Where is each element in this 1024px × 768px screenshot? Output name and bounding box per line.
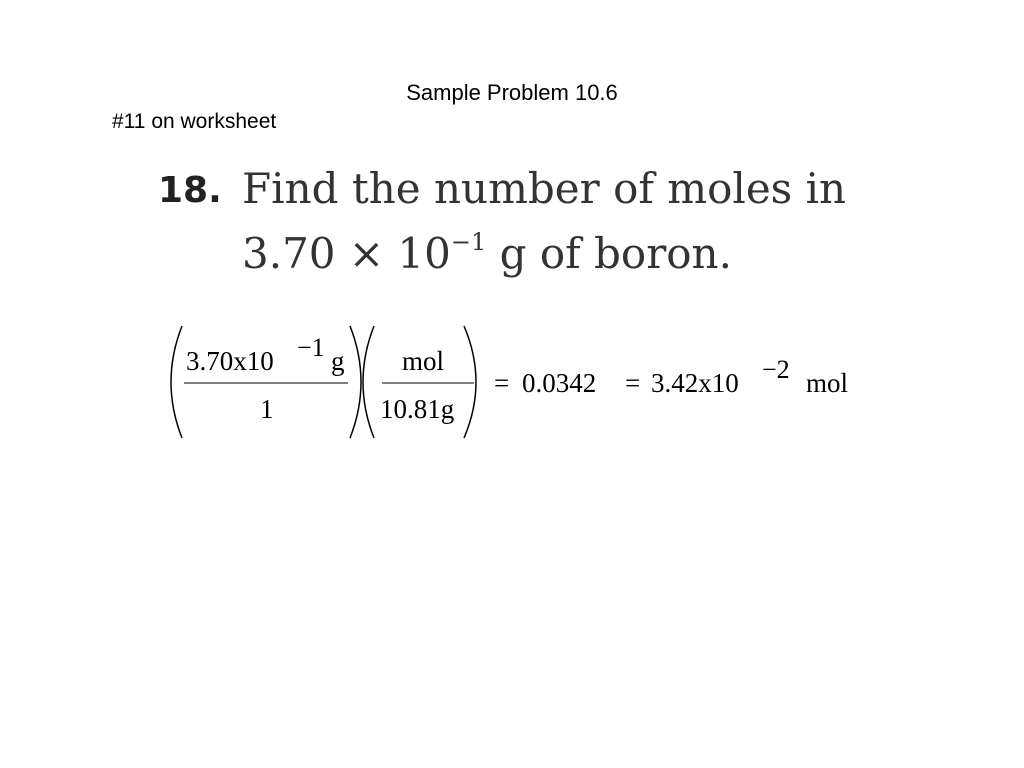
right-paren-1 bbox=[350, 326, 361, 438]
equals-sign-1: = bbox=[494, 368, 510, 398]
result-scientific-exponent: −2 bbox=[762, 355, 790, 384]
frac2-denominator: 10.81g bbox=[380, 394, 455, 424]
problem-quantity: 3.70 × 10 bbox=[242, 229, 451, 278]
right-paren-2 bbox=[464, 326, 476, 438]
problem-number: 18. bbox=[158, 170, 222, 211]
worksheet-reference: #11 on worksheet bbox=[112, 110, 277, 133]
problem-line-1: Find the number of moles in bbox=[242, 164, 847, 213]
problem-substance: g of boron. bbox=[486, 229, 732, 278]
frac1-numerator-exponent: −1 bbox=[297, 333, 325, 362]
slide-title: Sample Problem 10.6 bbox=[406, 80, 618, 105]
left-paren-2 bbox=[363, 326, 374, 438]
frac1-numerator-unit: g bbox=[331, 346, 345, 376]
problem-statement bbox=[158, 162, 878, 292]
result-decimal: 0.0342 bbox=[522, 368, 597, 398]
frac1-numerator-base: 3.70x10 bbox=[186, 346, 274, 376]
frac1-denominator: 1 bbox=[260, 394, 274, 424]
equals-sign-2: = bbox=[625, 368, 641, 398]
result-scientific-base: 3.42x10 bbox=[651, 368, 739, 398]
frac2-numerator: mol bbox=[402, 346, 445, 376]
conversion-equation bbox=[160, 320, 880, 450]
problem-line-2 bbox=[242, 228, 732, 278]
result-unit: mol bbox=[806, 368, 849, 398]
left-paren-1 bbox=[171, 326, 182, 438]
problem-exponent: −1 bbox=[450, 228, 487, 256]
